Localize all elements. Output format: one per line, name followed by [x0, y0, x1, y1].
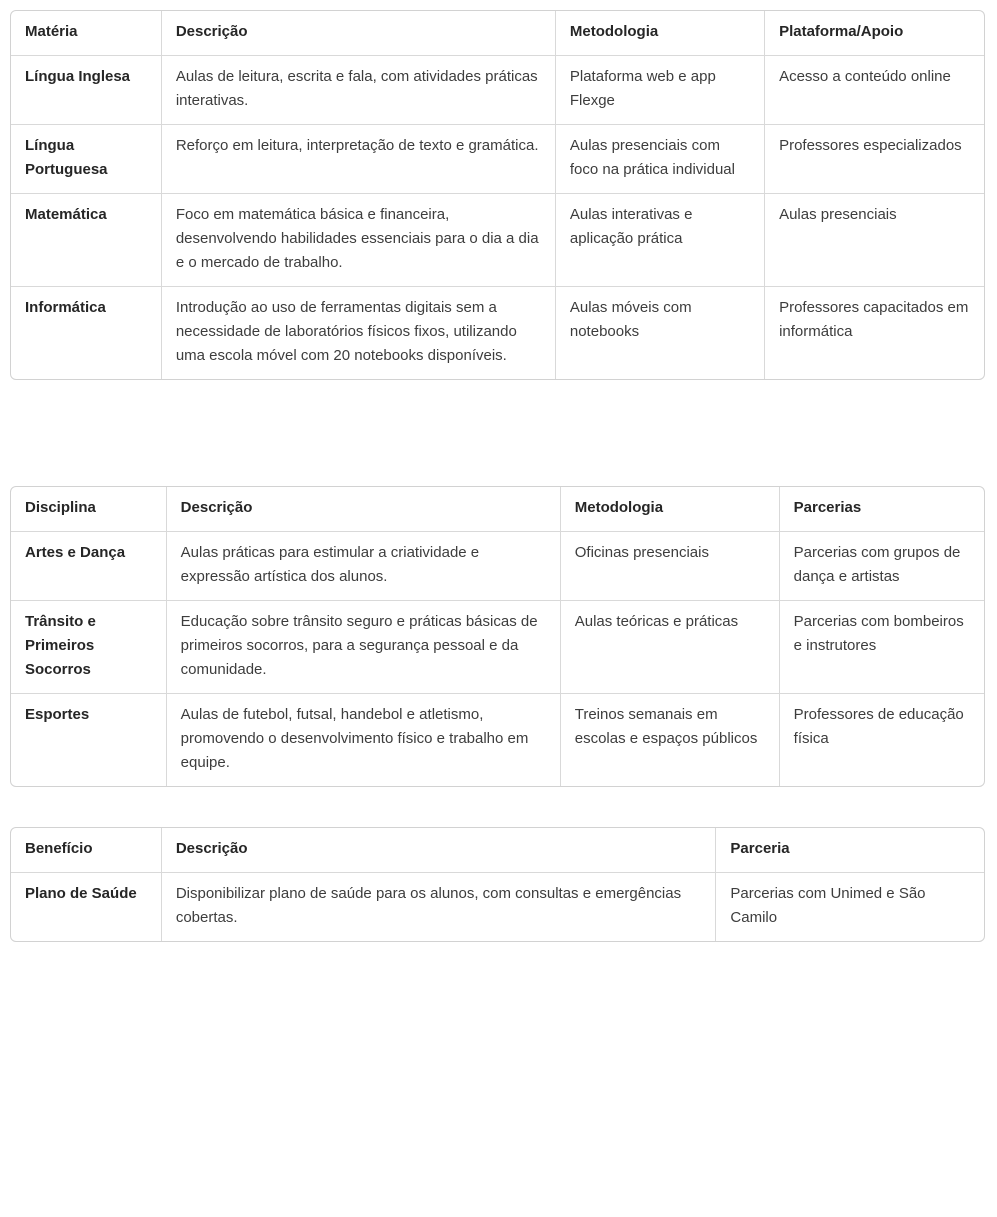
- table-cell: Aulas móveis com notebooks: [556, 287, 765, 379]
- table-row: [11, 287, 984, 379]
- table-header-row: [11, 487, 984, 532]
- subjects-table: [10, 10, 985, 380]
- table-cell: Aulas de leitura, escrita e fala, com atividades práticas interativas.: [162, 56, 556, 125]
- extracurricular-table: [10, 486, 985, 787]
- table-header-row: [11, 11, 984, 56]
- table-cell: Treinos semanais em escolas e espaços públicos: [561, 694, 780, 786]
- table-cell: Disponibilizar plano de saúde para os alunos, com consultas e emergências cobertas.: [162, 873, 717, 941]
- column-header: Descrição: [167, 487, 561, 532]
- table-cell: Aulas teóricas e práticas: [561, 601, 780, 694]
- table-row: [11, 56, 984, 125]
- extracurricular-table-grid: [11, 487, 984, 786]
- table-cell: Professores especializados: [765, 125, 984, 194]
- column-header: Descrição: [162, 828, 717, 873]
- row-label-cell: Matemática: [11, 194, 162, 287]
- column-header: Plataforma/Apoio: [765, 11, 984, 56]
- column-header: Metodologia: [556, 11, 765, 56]
- row-label-cell: Plano de Saúde: [11, 873, 162, 941]
- table-cell: Parcerias com Unimed e São Camilo: [730, 885, 926, 926]
- column-header: Parceria: [716, 828, 984, 873]
- row-label-cell: Artes e Dança: [11, 532, 167, 601]
- row-label-cell: Língua Portuguesa: [11, 125, 162, 194]
- column-header: Benefício: [11, 828, 162, 873]
- table-cell: Educação sobre trânsito seguro e práticas básicas de primeiros socorros, para a segurança pessoal e da comunidade.: [167, 601, 561, 694]
- table-header-row: [11, 828, 984, 873]
- table-cell: Oficinas presenciais: [561, 532, 780, 601]
- table-row: [11, 601, 984, 694]
- table-cell: Reforço em leitura, interpretação de texto e gramática.: [162, 125, 556, 194]
- subjects-table-grid: [11, 11, 984, 379]
- column-header: Metodologia: [561, 487, 780, 532]
- table-cell: Introdução ao uso de ferramentas digitais sem a necessidade de laboratórios físicos fixos, utilizando uma escola móvel com 20 notebooks disponíveis.: [162, 287, 556, 379]
- row-label-cell: Informática: [11, 287, 162, 379]
- column-header: Descrição: [162, 11, 556, 56]
- table-cell: Foco em matemática básica e financeira, desenvolvendo habilidades essenciais para o dia a dia e o mercado de trabalho.: [162, 194, 556, 287]
- table-cell: Aulas interativas e aplicação prática: [556, 194, 765, 287]
- table-row: [11, 194, 984, 287]
- table-row: [11, 694, 984, 786]
- tables-container: [10, 10, 985, 942]
- table-cell: Aulas práticas para estimular a criatividade e expressão artística dos alunos.: [167, 532, 561, 601]
- table-cell: Aulas presenciais: [765, 194, 984, 287]
- table-cell: Aulas presenciais com foco na prática individual: [556, 125, 765, 194]
- column-header: Disciplina: [11, 487, 167, 532]
- row-label-cell: Língua Inglesa: [11, 56, 162, 125]
- row-label-cell: Trânsito e Primeiros Socorros: [11, 601, 167, 694]
- table-row: [11, 532, 984, 601]
- table-cell: Parcerias com grupos de dança e artistas: [780, 532, 984, 601]
- table-row: [11, 125, 984, 194]
- table-cell: Parcerias com bombeiros e instrutores: [780, 601, 984, 694]
- row-label-cell: Esportes: [11, 694, 167, 786]
- table-row: [11, 873, 984, 941]
- table-cell: Acesso a conteúdo online: [765, 56, 984, 125]
- column-header: Matéria: [11, 11, 162, 56]
- table-cell: Plataforma web e app Flexge: [556, 56, 765, 125]
- benefits-table: [10, 827, 985, 942]
- table-cell: Professores capacitados em informática: [779, 299, 969, 340]
- table-cell: Professores de educação física: [793, 706, 964, 747]
- column-header: Parcerias: [780, 487, 984, 532]
- table-cell: Aulas de futebol, futsal, handebol e atletismo, promovendo o desenvolvimento físico e trabalho em equipe.: [167, 694, 561, 786]
- benefits-table-grid: [11, 828, 984, 941]
